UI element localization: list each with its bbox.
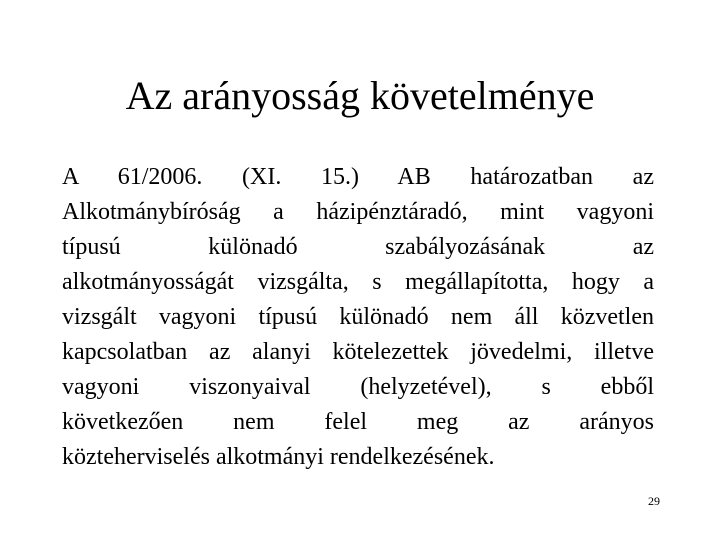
body-line: kapcsolatban az alanyi kötelezettek jövedelmi, illetve bbox=[62, 339, 654, 365]
slide-body-text bbox=[62, 160, 654, 475]
body-line: alkotmányosságát vizsgálta, s megállapította, hogy a bbox=[62, 269, 654, 295]
body-line: vagyoni viszonyaival (helyzetével), s ebből bbox=[62, 374, 654, 400]
body-line: típusú különadó szabályozásának az bbox=[62, 234, 654, 260]
body-line: közteherviselés alkotmányi rendelkezésének. bbox=[62, 444, 495, 470]
slide-title: Az arányosság követelménye bbox=[125, 73, 595, 118]
body-line: vizsgált vagyoni típusú különadó nem áll közvetlen bbox=[62, 304, 654, 330]
body-line: A 61/2006. (XI. 15.) AB határozatban az bbox=[62, 164, 654, 190]
body-line: Alkotmánybíróság a házipénztáradó, mint vagyoni bbox=[62, 199, 654, 225]
slide-number: 29 bbox=[648, 494, 660, 508]
body-line: következően nem felel meg az arányos bbox=[62, 409, 654, 435]
